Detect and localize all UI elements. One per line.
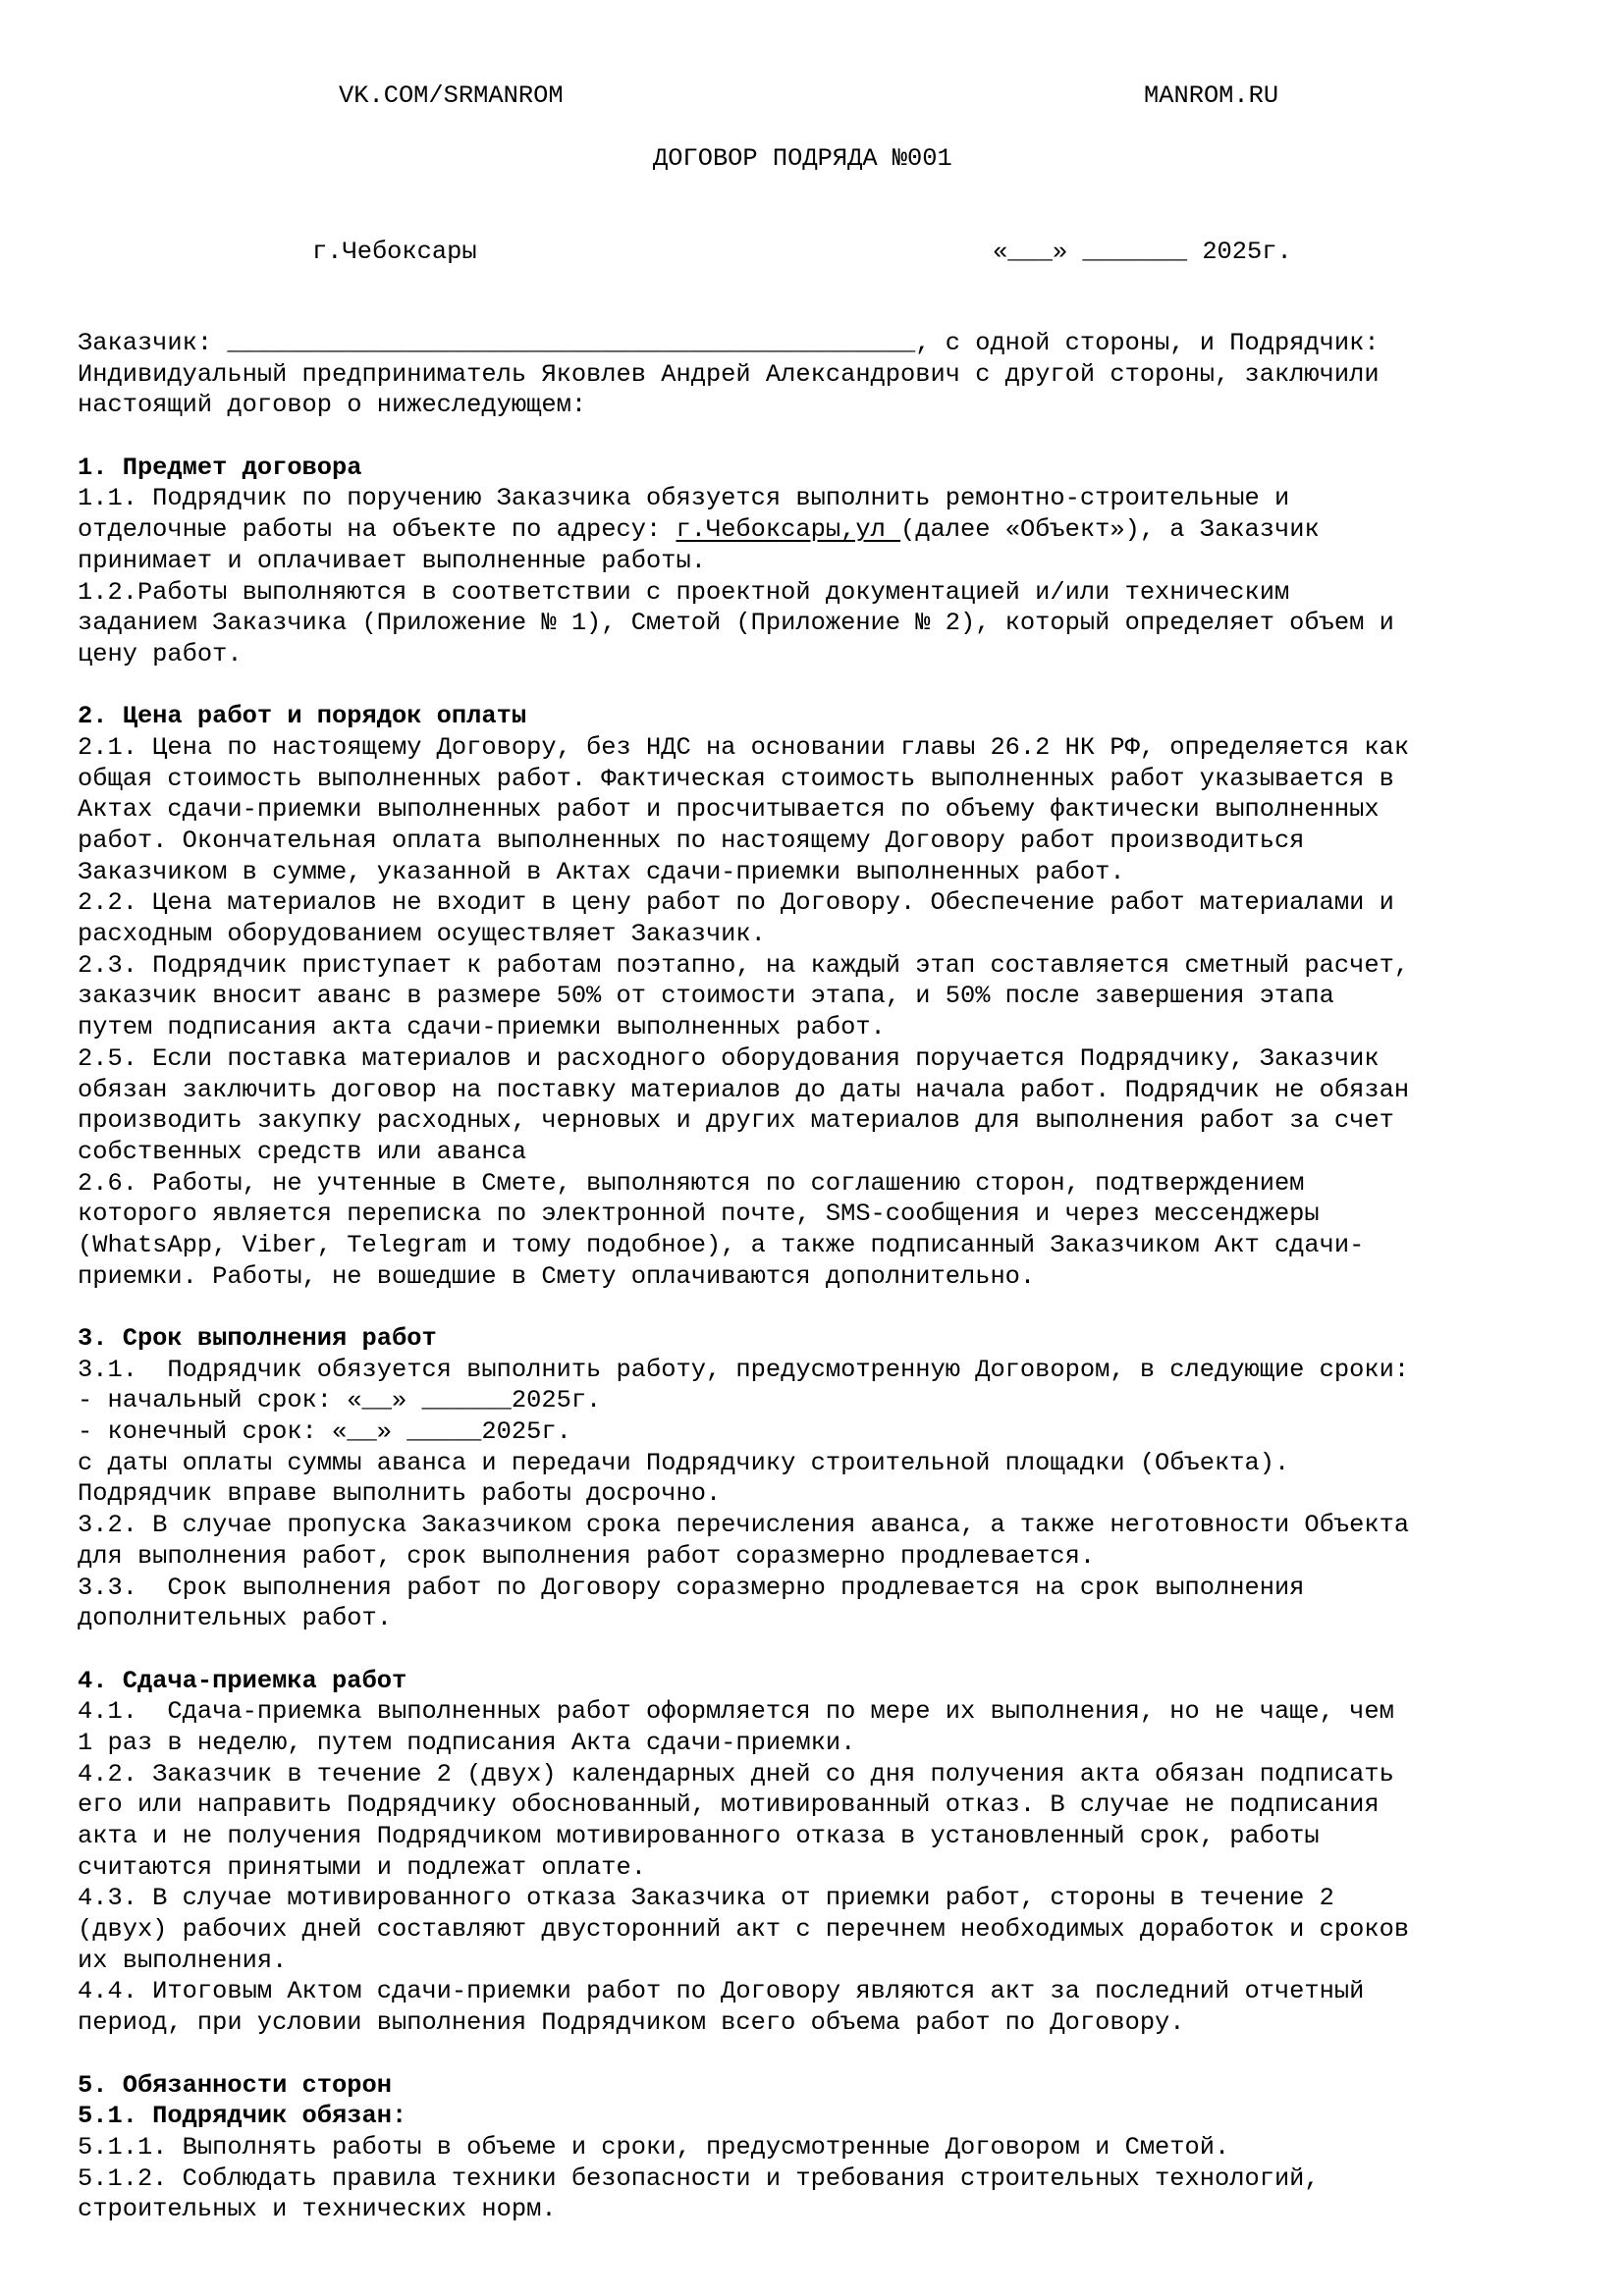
text-line: настоящий договор о нижеследующем: (78, 391, 587, 420)
object-address: г.Чебоксары,ул (676, 515, 901, 545)
text-line: заданием Заказчика (Приложение № 1), Сметой (Приложение № 2), который определяет объем и (78, 609, 1394, 638)
text-line: Заказчиком в сумме, указанной в Актах сдачи-приемки выполненных работ. (78, 857, 1125, 886)
text-line: 2.6. Работы, не учтенные в Смете, выполняются по соглашению сторон, подтверждением (78, 1168, 1305, 1198)
section-heading: 2. Цена работ и порядок оплаты (78, 702, 527, 731)
text-line: расходным оборудованием осуществляет Заказчик. (78, 920, 766, 949)
section-5 (78, 2070, 1570, 2225)
text-fragment: (далее «Объект»), а Заказчик (900, 515, 1320, 545)
text-line: дополнительных работ. (78, 1604, 392, 1633)
text-line: 4.4. Итоговым Актом сдачи-приемки работ по Договору являются акт за последний отчетный (78, 1977, 1365, 2006)
document-body (78, 328, 1570, 2225)
text-line: 3.1. Подрядчик обязуется выполнить работу, предусмотренную Договором, в следующие сроки: (78, 1355, 1410, 1384)
text-line: которого является переписка по электронной почте, SMS-сообщения и через мессенджеры (78, 1200, 1320, 1229)
text-line: 1 раз в неделю, путем подписания Акта сдачи-приемки. (78, 1728, 856, 1757)
text-fragment: отделочные работы на объекте по адресу: (78, 515, 677, 545)
text-line: работ. Окончательная оплата выполненных по настоящему Договору работ производиться (78, 827, 1305, 855)
text-line: 4.1. Сдача-приемка выполненных работ оформляется по мере их выполнения, но не чаще, чем (78, 1697, 1394, 1727)
section-heading: 4. Сдача-приемка работ (78, 1666, 407, 1695)
header-left-site: VK.COM/SRMANROM (339, 81, 564, 110)
section-2 (78, 701, 1570, 1292)
section-1 (78, 453, 1570, 670)
text-line (78, 514, 1570, 546)
text-line: считаются принятыми и подлежат оплате. (78, 1852, 647, 1882)
text-line: период, при условии выполнения Подрядчиком всего объема работ по Договору. (78, 2008, 1185, 2038)
intro-paragraph (78, 328, 1570, 421)
text-line: 5.1.1. Выполнять работы в объеме и сроки, предусмотренные Договором и Сметой. (78, 2132, 1230, 2162)
text-line: для выполнения работ, срок выполнения работ соразмерно продлевается. (78, 1541, 1096, 1571)
text-line: акта и не получения Подрядчиком мотивированного отказа в установленный срок, работы (78, 1822, 1320, 1850)
text-line: Подрядчик вправе выполнить работы досрочно. (78, 1479, 722, 1509)
text-line: (двух) рабочих дней составляют двусторонний акт с перечнем необходимых доработок и сроков (78, 1915, 1410, 1945)
text-line: обязан заключить договор на поставку материалов до даты начала работ. Подрядчик не обязан (78, 1075, 1410, 1104)
text-line: 4.3. В случае мотивированного отказа Заказчика от приемки работ, стороны в течение 2 (78, 1884, 1334, 1913)
text-line: заказчик вносит аванс в размере 50% от стоимости этапа, и 50% после завершения этапа (78, 982, 1334, 1011)
subsection-heading: 5.1. Подрядчик обязан: (78, 2102, 407, 2131)
text-line: их выполнения. (78, 1946, 288, 1975)
text-line: 2.2. Цена материалов не входит в цену работ по Договору. Обеспечение работ материалами и (78, 888, 1394, 918)
document-title: ДОГОВОР ПОДРЯДА №001 (653, 144, 952, 173)
city: г.Чебоксары (312, 238, 477, 266)
text-line: приемки. Работы, не вошедшие в Смету оплачиваются дополнительно. (78, 1261, 1036, 1291)
section-heading: 5. Обязанности сторон (78, 2070, 392, 2100)
text-line: цену работ. (78, 639, 243, 668)
text-line: с даты оплаты суммы аванса и передачи Подрядчику строительной площадки (Объекта). (78, 1448, 1290, 1477)
text-line: 4.2. Заказчик в течение 2 (двух) календарных дней со дня получения акта обязан подписать (78, 1759, 1394, 1789)
contract-date: «___» _______ 2025г. (993, 238, 1292, 266)
section-heading: 3. Срок выполнения работ (78, 1324, 437, 1353)
text-line: Индивидуальный предприниматель Яковлев Андрей Александрович с другой стороны, заключили (78, 359, 1380, 389)
text-line: 3.3. Срок выполнения работ по Договору соразмерно продлевается на срок выполнения (78, 1573, 1305, 1602)
text-line: Заказчик: ______________________________________________, с одной стороны, и Подрядчик: (78, 329, 1380, 357)
text-line: 1.2.Работы выполняются в соответствии с проектной документацией и/или техническим (78, 577, 1290, 607)
text-line: принимает и оплачивает выполненные работы. (78, 546, 706, 575)
text-line: 2.1. Цена по настоящему Договору, без НДС на основании главы 26.2 НК РФ, определяется как (78, 732, 1410, 762)
text-line: Актах сдачи-приемки выполненных работ и просчитывается по объему фактически выполненных (78, 795, 1380, 825)
text-line: - начальный срок: «__» ______2025г. (78, 1386, 602, 1415)
text-line: 2.5. Если поставка материалов и расходного оборудования поручается Подрядчику, Заказчик (78, 1043, 1380, 1073)
section-4 (78, 1666, 1570, 2039)
section-heading: 1. Предмет договора (78, 453, 362, 482)
text-line: 1.1. Подрядчик по поручению Заказчика обязуется выполнить ремонтно-строительные и (78, 484, 1290, 513)
section-3 (78, 1323, 1570, 1634)
text-line: производить закупку расходных, черновых и других материалов для выполнения работ за счет (78, 1106, 1394, 1136)
text-line: 5.1.2. Соблюдать правила техники безопасности и требования строительных технологий, (78, 2163, 1320, 2193)
text-line: строительных и технических норм. (78, 2195, 557, 2224)
header-right-site: MANROM.RU (1144, 81, 1279, 110)
text-line: (WhatsApp, Viber, Telegram и тому подобное), а также подписанный Заказчиком Акт сдачи- (78, 1230, 1365, 1259)
text-line: путем подписания акта сдачи-приемки выполненных работ. (78, 1013, 886, 1042)
text-line: 3.2. В случае пропуска Заказчиком срока перечисления аванса, а также неготовности Объекта (78, 1511, 1410, 1540)
text-line: 2.3. Подрядчик приступает к работам поэтапно, на каждый этап составляется сметный расчет, (78, 950, 1410, 980)
text-line: общая стоимость выполненных работ. Фактическая стоимость выполненных работ указывается в (78, 764, 1394, 793)
text-line: собственных средств или аванса (78, 1137, 527, 1166)
text-line: его или направить Подрядчику обоснованный, мотивированный отказ. В случае не подписания (78, 1790, 1380, 1820)
text-line: - конечный срок: «__» _____2025г. (78, 1417, 571, 1447)
